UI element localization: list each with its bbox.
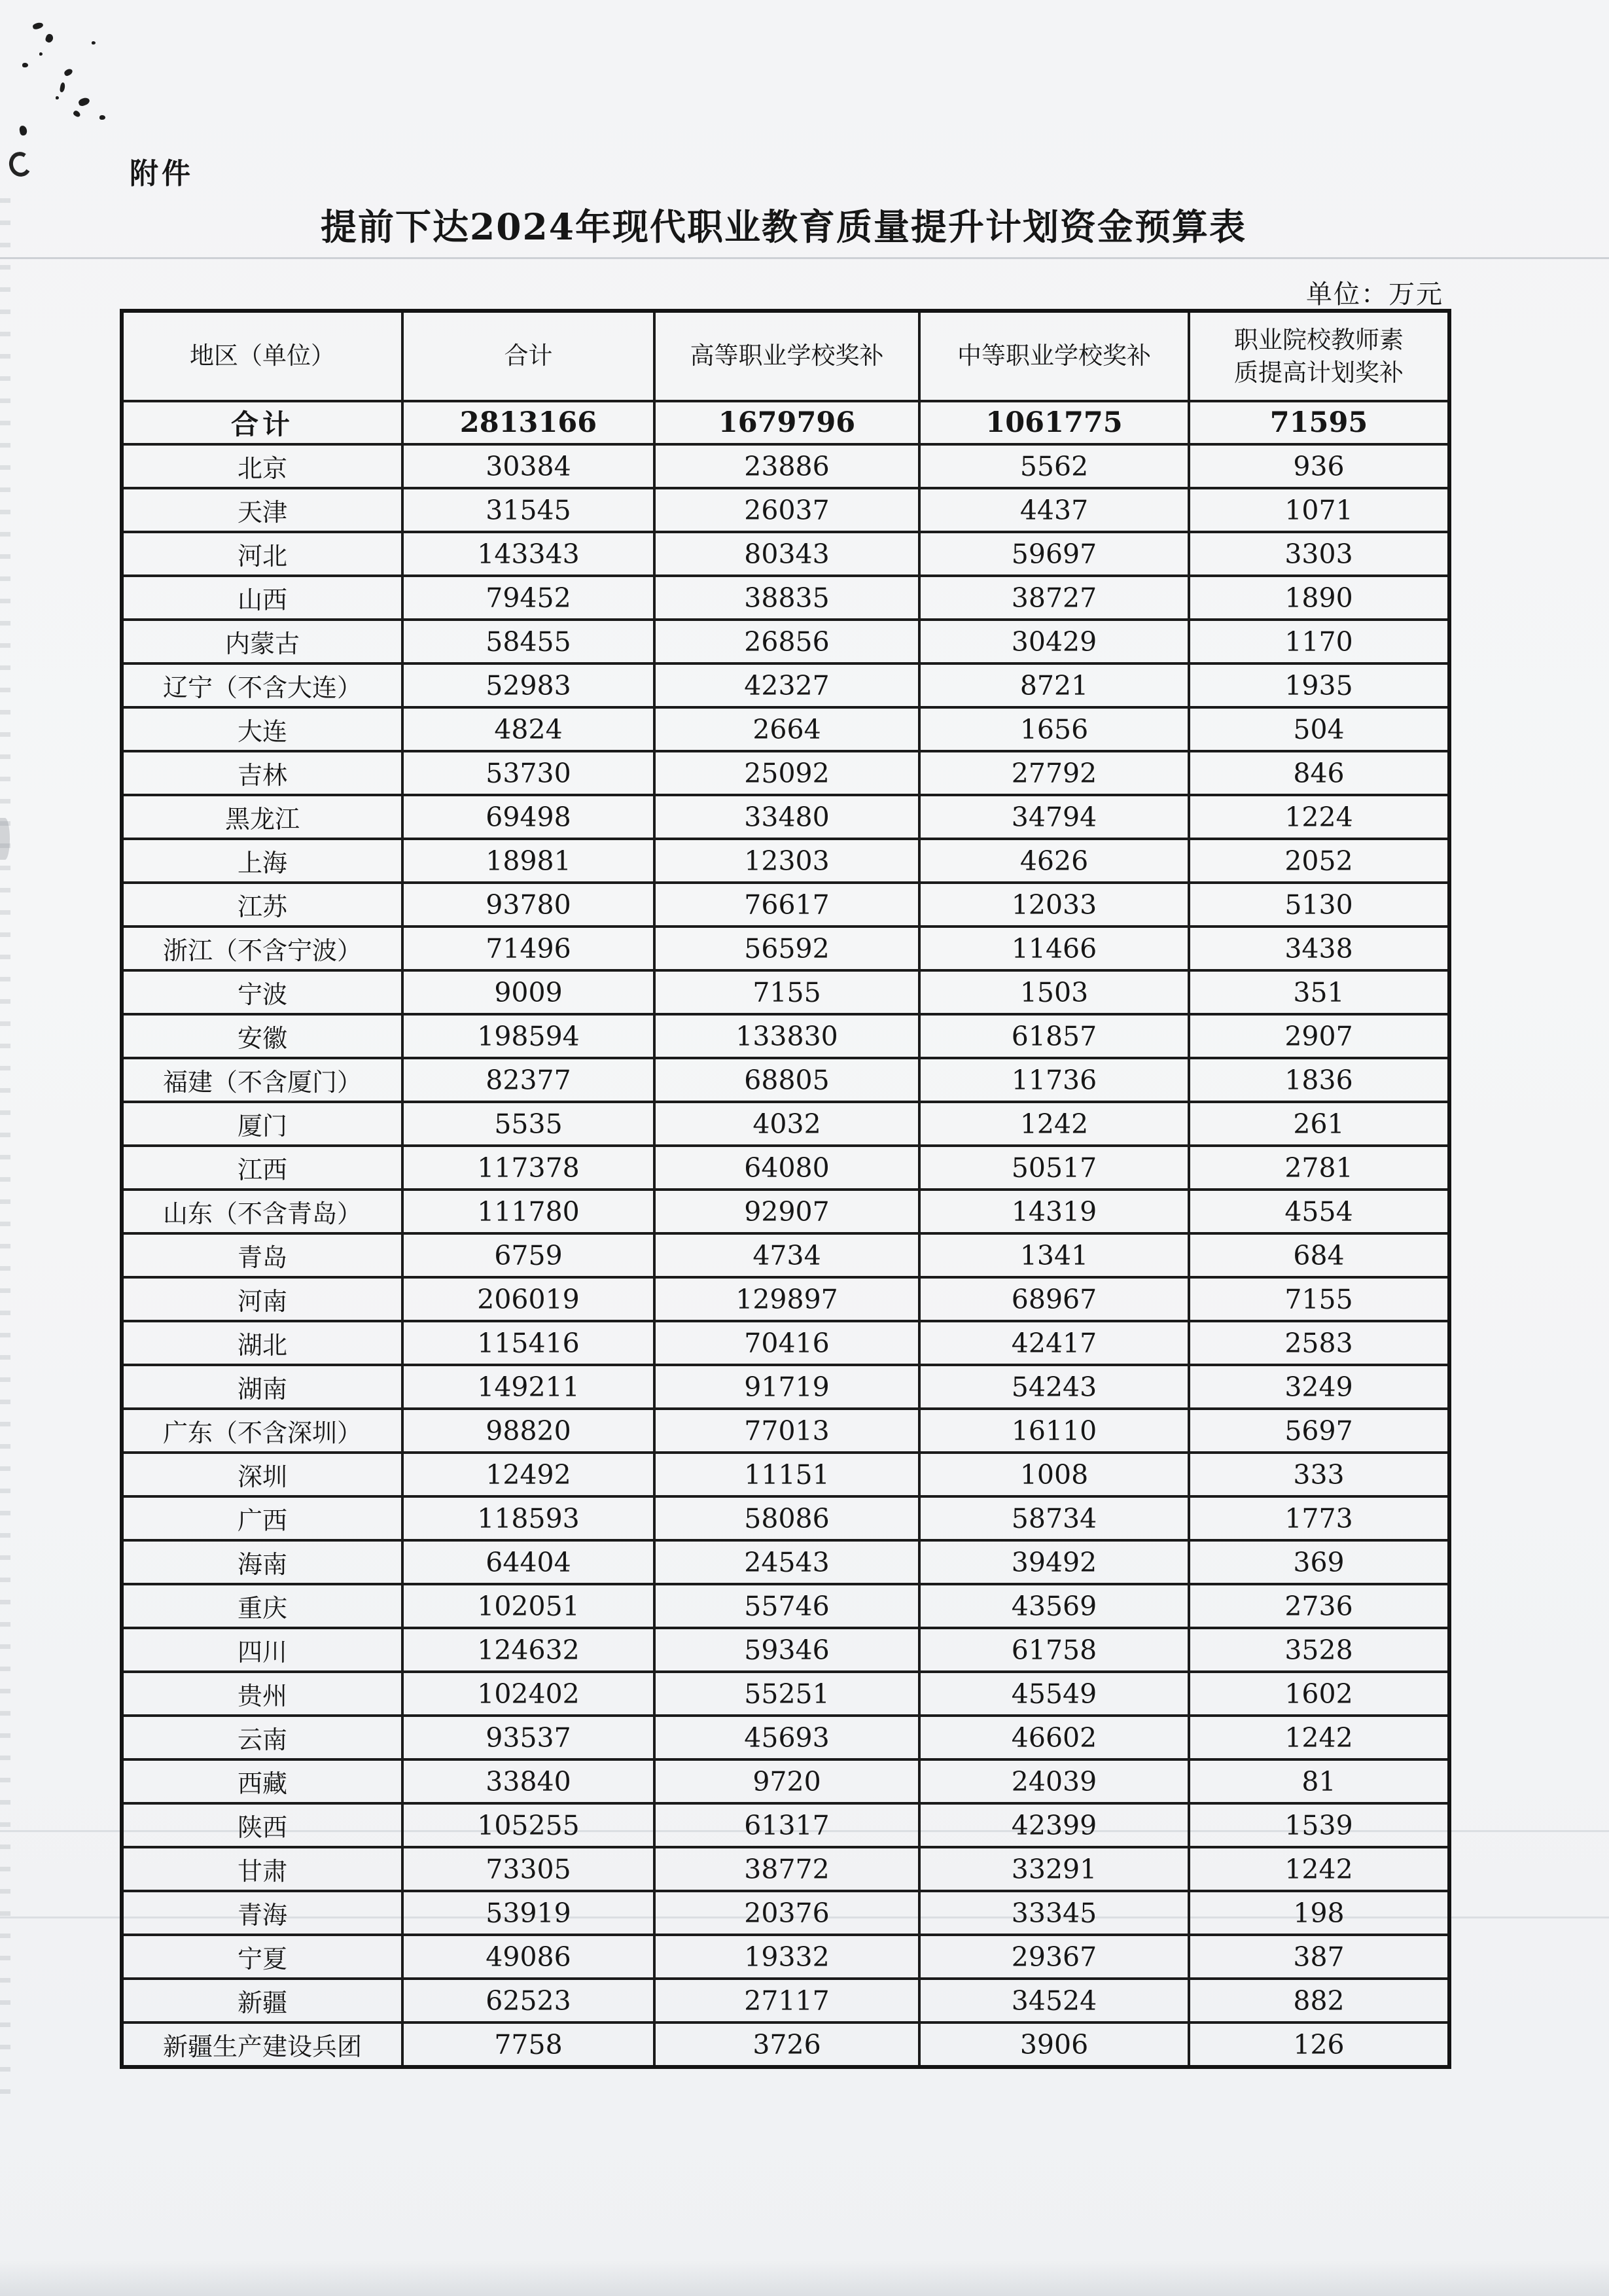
value-cell: 64404 [402,1540,654,1584]
value-cell: 2583 [1189,1321,1449,1365]
total-row [122,401,1449,444]
region-cell: 江西 [122,1146,402,1190]
region-cell: 安徽 [122,1014,402,1058]
value-cell: 882 [1189,1979,1449,2022]
region-cell: 辽宁（不含大连） [122,663,402,707]
value-cell: 71496 [402,927,654,970]
value-cell: 1539 [1189,1803,1449,1847]
value-cell: 4032 [654,1102,919,1146]
region-cell: 河北 [122,532,402,576]
value-cell: 1071 [1189,488,1449,532]
table-row [122,1146,1449,1190]
value-cell: 1170 [1189,620,1449,663]
value-cell: 68967 [919,1277,1189,1321]
region-cell: 重庆 [122,1584,402,1628]
value-cell: 2052 [1189,839,1449,883]
value-cell: 14319 [919,1190,1189,1233]
scanner-edge-streaks [0,196,10,2094]
value-cell: 846 [1189,751,1449,795]
value-cell: 76617 [654,883,919,927]
region-cell: 宁波 [122,970,402,1014]
value-cell: 7155 [1189,1277,1449,1321]
value-cell: 115416 [402,1321,654,1365]
value-cell: 11466 [919,927,1189,970]
column-header-teacher-quality-text: 职业院校教师素质提高计划奖补 [1234,325,1404,387]
value-cell: 34524 [919,1979,1189,2022]
value-cell: 56592 [654,927,919,970]
table-row [122,1453,1449,1496]
value-cell: 5535 [402,1102,654,1146]
value-cell: 69498 [402,795,654,839]
value-cell: 3906 [919,2022,1189,2067]
value-cell: 198594 [402,1014,654,1058]
value-cell: 33345 [919,1891,1189,1935]
pen-squiggle-mark [7,150,33,179]
value-cell: 12033 [919,883,1189,927]
value-cell: 62523 [402,1979,654,2022]
table-row [122,1058,1449,1102]
value-cell: 133830 [654,1014,919,1058]
value-cell: 61317 [654,1803,919,1847]
value-cell: 80343 [654,532,919,576]
value-cell: 25092 [654,751,919,795]
unit-note: 单位：万元 [1306,279,1443,309]
table-row [122,927,1449,970]
region-cell: 青岛 [122,1233,402,1277]
value-cell: 351 [1189,970,1449,1014]
region-cell: 福建（不含厦门） [122,1058,402,1102]
region-cell: 上海 [122,839,402,883]
value-cell: 91719 [654,1365,919,1409]
value-cell: 4554 [1189,1190,1449,1233]
value-cell: 70416 [654,1321,919,1365]
value-cell: 102402 [402,1672,654,1716]
value-cell: 58455 [402,620,654,663]
table-row [122,1847,1449,1891]
table-row [122,1803,1449,1847]
value-cell: 3528 [1189,1628,1449,1672]
region-cell: 四川 [122,1628,402,1672]
value-cell: 11736 [919,1058,1189,1102]
value-cell: 33840 [402,1759,654,1803]
value-cell: 52983 [402,663,654,707]
value-cell: 31545 [402,488,654,532]
table-row [122,1321,1449,1365]
header-row [122,311,1449,401]
region-cell: 大连 [122,707,402,751]
value-cell: 42327 [654,663,919,707]
region-cell: 北京 [122,444,402,488]
value-cell: 58086 [654,1496,919,1540]
value-cell: 504 [1189,707,1449,751]
value-cell: 198 [1189,1891,1449,1935]
value-cell: 7758 [402,2022,654,2067]
value-cell: 1008 [919,1453,1189,1496]
value-cell: 61857 [919,1014,1189,1058]
value-cell: 30384 [402,444,654,488]
table-row [122,1759,1449,1803]
value-cell: 53730 [402,751,654,795]
region-cell: 新疆 [122,1979,402,2022]
value-cell: 1242 [919,1102,1189,1146]
table-row [122,751,1449,795]
value-cell: 936 [1189,444,1449,488]
region-cell: 宁夏 [122,1935,402,1979]
region-cell: 深圳 [122,1453,402,1496]
table-row [122,1365,1449,1409]
table-row [122,444,1449,488]
value-cell: 3726 [654,2022,919,2067]
region-cell: 西藏 [122,1759,402,1803]
region-cell: 新疆生产建设兵团 [122,2022,402,2067]
value-cell: 129897 [654,1277,919,1321]
value-cell: 38835 [654,576,919,620]
value-cell: 1935 [1189,663,1449,707]
value-cell: 23886 [654,444,919,488]
value-cell: 43569 [919,1584,1189,1628]
value-cell: 45693 [654,1716,919,1759]
table-row [122,1496,1449,1540]
value-cell: 4734 [654,1233,919,1277]
value-cell: 46602 [919,1716,1189,1759]
table-row [122,1716,1449,1759]
value-cell: 61758 [919,1628,1189,1672]
table-row [122,488,1449,532]
value-cell: 27117 [654,1979,919,2022]
table-row [122,1935,1449,1979]
value-cell: 387 [1189,1935,1449,1979]
value-cell: 73305 [402,1847,654,1891]
value-cell: 58734 [919,1496,1189,1540]
value-cell: 42417 [919,1321,1189,1365]
value-cell: 333 [1189,1453,1449,1496]
table-row [122,1409,1449,1453]
region-cell: 广东（不含深圳） [122,1409,402,1453]
value-cell: 77013 [654,1409,919,1453]
value-cell: 1679796 [654,401,919,444]
region-cell: 海南 [122,1540,402,1584]
table-row [122,1277,1449,1321]
value-cell: 261 [1189,1102,1449,1146]
value-cell: 3438 [1189,927,1449,970]
region-cell: 天津 [122,488,402,532]
table-row [122,707,1449,751]
value-cell: 64080 [654,1146,919,1190]
region-cell: 陕西 [122,1803,402,1847]
region-cell: 河南 [122,1277,402,1321]
value-cell: 42399 [919,1803,1189,1847]
value-cell: 92907 [654,1190,919,1233]
table-header [122,311,1449,401]
region-cell: 青海 [122,1891,402,1935]
value-cell: 118593 [402,1496,654,1540]
value-cell: 54243 [919,1365,1189,1409]
value-cell: 1773 [1189,1496,1449,1540]
region-cell: 江苏 [122,883,402,927]
value-cell: 38727 [919,576,1189,620]
table-row [122,970,1449,1014]
value-cell: 33291 [919,1847,1189,1891]
table-row [122,2022,1449,2067]
table-row [122,663,1449,707]
value-cell: 34794 [919,795,1189,839]
value-cell: 2813166 [402,401,654,444]
region-cell: 广西 [122,1496,402,1540]
value-cell: 38772 [654,1847,919,1891]
scanner-line [0,257,1609,259]
table-row [122,1233,1449,1277]
region-cell: 吉林 [122,751,402,795]
column-header-region: 地区（单位） [122,311,402,401]
value-cell: 117378 [402,1146,654,1190]
value-cell: 1503 [919,970,1189,1014]
value-cell: 1341 [919,1233,1189,1277]
value-cell: 30429 [919,620,1189,663]
value-cell: 24039 [919,1759,1189,1803]
value-cell: 1836 [1189,1058,1449,1102]
value-cell: 1656 [919,707,1189,751]
value-cell: 4824 [402,707,654,751]
column-header-teacher-quality [1189,311,1449,401]
value-cell: 26037 [654,488,919,532]
value-cell: 2736 [1189,1584,1449,1628]
value-cell: 2907 [1189,1014,1449,1058]
value-cell: 369 [1189,1540,1449,1584]
region-cell: 浙江（不含宁波） [122,927,402,970]
value-cell: 55746 [654,1584,919,1628]
budget-table [120,309,1451,2069]
table-row [122,532,1449,576]
region-cell: 合计 [122,401,402,444]
table-row [122,1628,1449,1672]
value-cell: 2664 [654,707,919,751]
value-cell: 19332 [654,1935,919,1979]
value-cell: 98820 [402,1409,654,1453]
value-cell: 5697 [1189,1409,1449,1453]
table-row [122,883,1449,927]
table-row [122,1014,1449,1058]
value-cell: 82377 [402,1058,654,1102]
table-row [122,1540,1449,1584]
value-cell: 5562 [919,444,1189,488]
value-cell: 684 [1189,1233,1449,1277]
value-cell: 71595 [1189,401,1449,444]
value-cell: 9720 [654,1759,919,1803]
value-cell: 81 [1189,1759,1449,1803]
region-cell: 贵州 [122,1672,402,1716]
page-title: 提前下达2024年现代职业教育质量提升计划资金预算表 [320,205,1247,248]
value-cell: 49086 [402,1935,654,1979]
column-header-total: 合计 [402,311,654,401]
table-body [122,401,1449,2067]
region-cell: 云南 [122,1716,402,1759]
value-cell: 6759 [402,1233,654,1277]
value-cell: 93780 [402,883,654,927]
table-row [122,1102,1449,1146]
table-row [122,1190,1449,1233]
table-row [122,839,1449,883]
value-cell: 45549 [919,1672,1189,1716]
region-cell: 山西 [122,576,402,620]
value-cell: 12303 [654,839,919,883]
column-header-secondary-voc: 中等职业学校奖补 [919,311,1189,401]
value-cell: 29367 [919,1935,1189,1979]
value-cell: 1890 [1189,576,1449,620]
value-cell: 1242 [1189,1847,1449,1891]
value-cell: 11151 [654,1453,919,1496]
table-row [122,795,1449,839]
value-cell: 68805 [654,1058,919,1102]
scanner-edge-blob [0,818,10,860]
value-cell: 124632 [402,1628,654,1672]
value-cell: 20376 [654,1891,919,1935]
value-cell: 1242 [1189,1716,1449,1759]
value-cell: 59697 [919,532,1189,576]
value-cell: 206019 [402,1277,654,1321]
value-cell: 24543 [654,1540,919,1584]
region-cell: 甘肃 [122,1847,402,1891]
value-cell: 1602 [1189,1672,1449,1716]
value-cell: 7155 [654,970,919,1014]
value-cell: 102051 [402,1584,654,1628]
value-cell: 111780 [402,1190,654,1233]
value-cell: 4437 [919,488,1189,532]
value-cell: 18981 [402,839,654,883]
table-row [122,1672,1449,1716]
value-cell: 3249 [1189,1365,1449,1409]
value-cell: 1061775 [919,401,1189,444]
value-cell: 143343 [402,532,654,576]
region-cell: 湖北 [122,1321,402,1365]
value-cell: 50517 [919,1146,1189,1190]
value-cell: 93537 [402,1716,654,1759]
value-cell: 1224 [1189,795,1449,839]
column-header-higher-voc: 高等职业学校奖补 [654,311,919,401]
table-row [122,1891,1449,1935]
value-cell: 33480 [654,795,919,839]
table-row [122,1979,1449,2022]
region-cell: 内蒙古 [122,620,402,663]
region-cell: 湖南 [122,1365,402,1409]
table-row [122,576,1449,620]
value-cell: 2781 [1189,1146,1449,1190]
value-cell: 79452 [402,576,654,620]
value-cell: 27792 [919,751,1189,795]
region-cell: 厦门 [122,1102,402,1146]
value-cell: 26856 [654,620,919,663]
value-cell: 9009 [402,970,654,1014]
value-cell: 12492 [402,1453,654,1496]
value-cell: 59346 [654,1628,919,1672]
value-cell: 4626 [919,839,1189,883]
value-cell: 53919 [402,1891,654,1935]
attachment-label: 附件 [130,157,194,190]
table-row [122,1584,1449,1628]
value-cell: 3303 [1189,532,1449,576]
value-cell: 8721 [919,663,1189,707]
value-cell: 105255 [402,1803,654,1847]
scanner-bottom-shadow [0,2260,1609,2296]
region-cell: 黑龙江 [122,795,402,839]
value-cell: 39492 [919,1540,1189,1584]
value-cell: 149211 [402,1365,654,1409]
table-row [122,620,1449,663]
value-cell: 16110 [919,1409,1189,1453]
value-cell: 55251 [654,1672,919,1716]
value-cell: 5130 [1189,883,1449,927]
region-cell: 山东（不含青岛） [122,1190,402,1233]
value-cell: 126 [1189,2022,1449,2067]
